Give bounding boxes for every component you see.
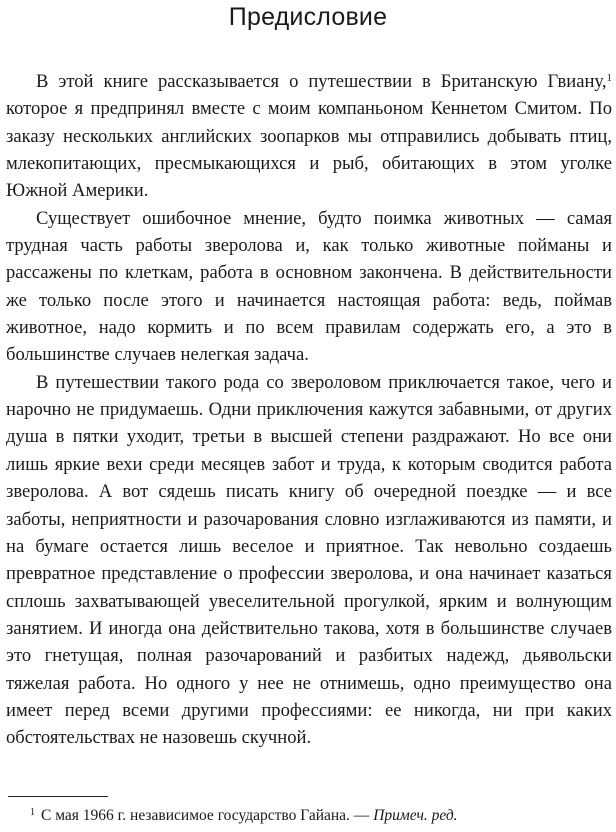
footnote-mark: 1: [30, 807, 35, 818]
paragraph-2: Существует ошибочное мнение, будто поимка животных — самая трудная часть работы зверолова и, как только животные пойманы и рассажены по клеткам, работа в основном закончена. В действительности же только после этого и начинается настоящая работа: ведь, поймав животное, надо кормить и по всем правилам содержать его, а это в большинстве случаев нелегкая задача.: [6, 207, 612, 366]
paragraph-1-text-end: которое я предпринял вместе с моим компаньоном Кеннетом Смитом. По заказу нескольких английских зоопарков мы отправились добывать птиц, млекопитающих, пресмыкающихся и рыб, обитающих в этом уголке Южной Америки.: [6, 98, 612, 202]
footnote-editor-note: Примеч. ред.: [373, 807, 458, 824]
chapter-body: [6, 68, 612, 752]
footnote-reference: 1: [606, 72, 612, 84]
footnote-divider: [8, 796, 108, 797]
footnote: [30, 803, 612, 826]
footnote-text: С мая 1966 г. независимое государство Гайана. —: [41, 807, 374, 824]
paragraph-1: [6, 68, 612, 205]
paragraph-3: В путешествии такого рода со звероловом приключается такое, чего и нарочно не придумаешь. Одни приключения кажутся забавными, от других душа в пятки уходит, третьи в высшей степени раздражают. Но все они лишь яркие вехи среди месяцев забот и труда, к которым сводится работа зверолова. А вот сядешь писать книгу об очередной поездке — и все заботы, неприятности и разочарования словно изглаживаются из памяти, и на бумаге остается лишь веселое и приятное. Так невольно создаешь превратное представление о профессии зверолова, и она начинает казаться сплошь захватывающей увеселительной прогулкой, ярким и волнующим занятием. И иногда она действительно такова, хотя в большинстве случаев это гнетущая, полная разочарований и разбитых надежд, дьявольски тяжелая работа. Но одного у нее не отнимешь, одно преимущество она имеет перед всеми другими профессиями: ее никогда, ни при каких обстоятельствах не назовешь скучной.: [6, 371, 612, 749]
paragraph-1-text-start: В этой книге рассказывается о путешествии в Британскую Гвиану,: [36, 71, 607, 92]
chapter-title: Предисловие: [228, 3, 388, 31]
